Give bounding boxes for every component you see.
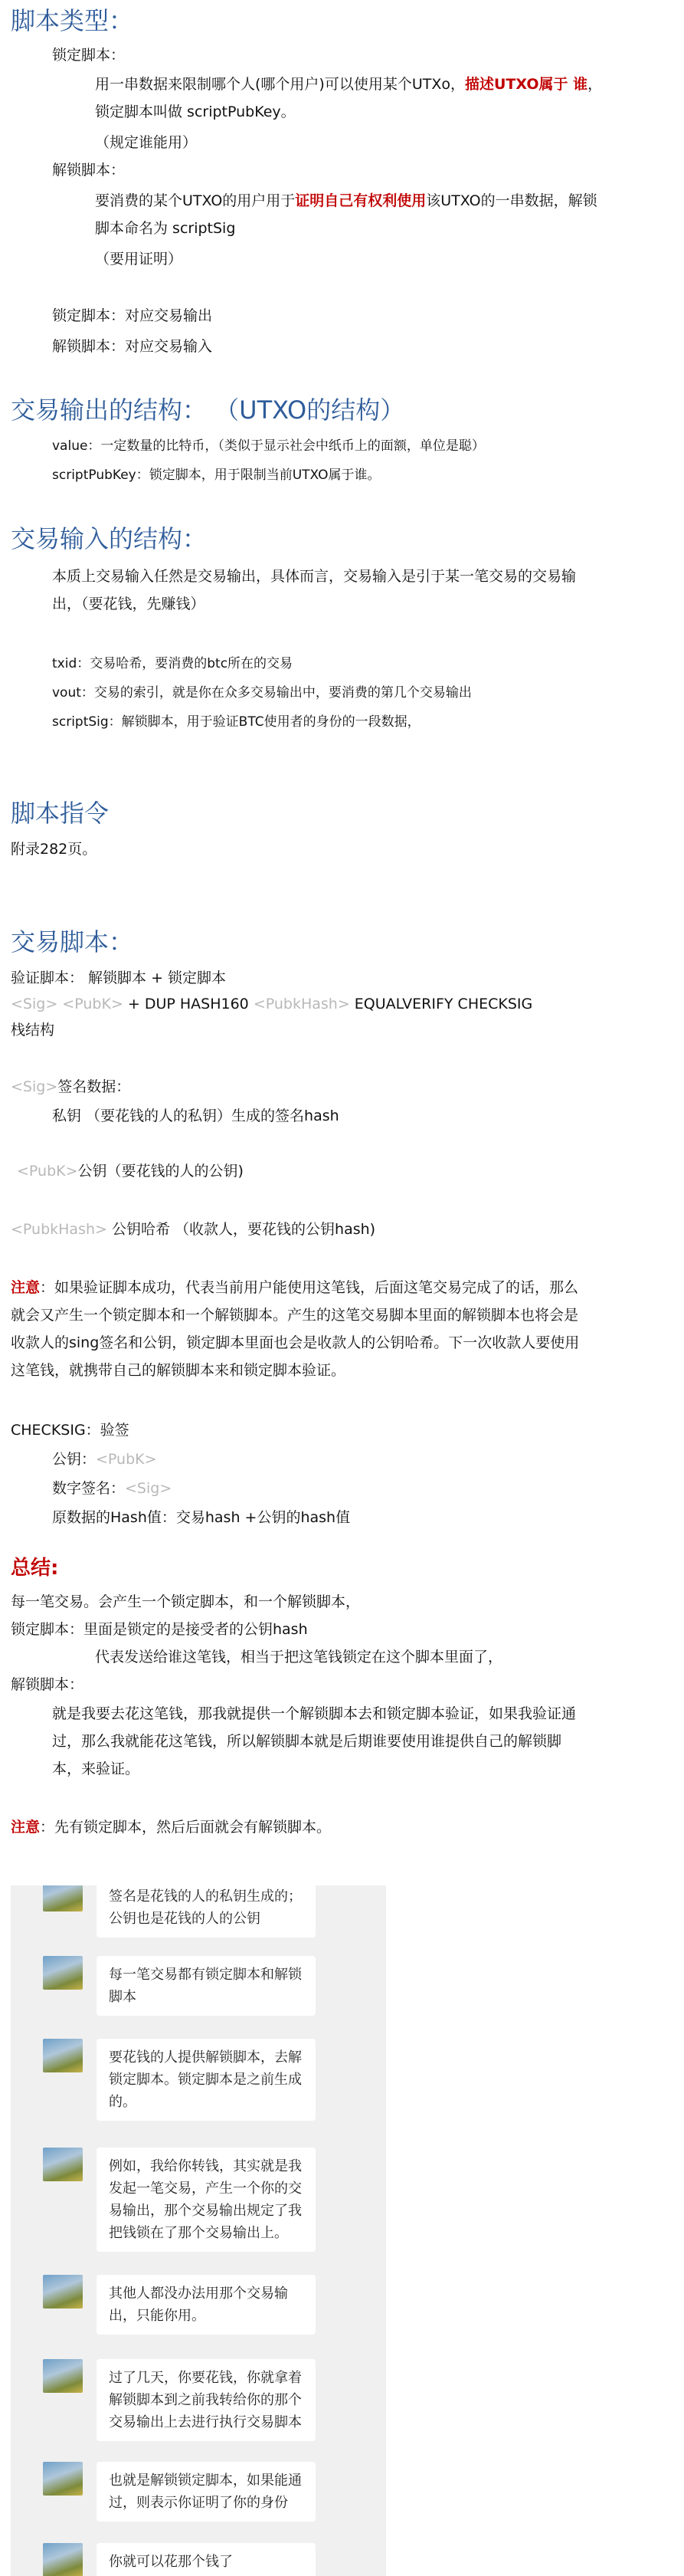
- sig-data-title: <Sig>签名数据：: [11, 1078, 131, 1095]
- unlocking-script-name: 脚本命名为 scriptSig: [95, 220, 236, 237]
- pubk-line: <PubK>公钥（要花钱的人的公钥): [17, 1163, 244, 1180]
- output-pubkey-line: scriptPubKey：锁定脚本，用于限制当前UTXO属于谁。: [52, 468, 381, 483]
- chat-bubble: 其他人都没办法用那个交易输出，只能你用。: [97, 2275, 316, 2335]
- chat-bubble: 过了几天，你要花钱，你就拿着解锁脚本到之前我转给你的那个交易输出上去进行执行交易脚本: [97, 2359, 316, 2441]
- note-line-4: 这笔钱，就携带自己的解锁脚本来和锁定脚本验证。: [11, 1362, 346, 1379]
- avatar: [43, 2543, 83, 2576]
- checksig-label: CHECKSIG：验签: [11, 1422, 129, 1439]
- avatar: [43, 1885, 83, 1911]
- unlocking-script-desc: 要消费的某个UTXO的用户用于证明自己有权利使用该UTXO的一串数据，解锁: [95, 192, 597, 209]
- section-output-structure-title: 交易输出的结构： （UTXO的结构）: [11, 395, 405, 425]
- verify-script-formula: <Sig> <PubK> + DUP HASH160 <PubkHash> EQUALVERIFY CHECKSIG: [11, 996, 533, 1012]
- chat-bubble: 每一笔交易都有锁定脚本和解锁脚本: [97, 1956, 316, 2016]
- summary-line-4: 解锁脚本：: [11, 1676, 84, 1693]
- summary-line-2: 锁定脚本：里面是锁定的是接受者的公钥hash: [11, 1621, 308, 1638]
- summary-line-7: 本，来验证。: [52, 1761, 140, 1777]
- section-script-ops-title: 脚本指令: [11, 799, 110, 828]
- section-script-types-title: 脚本类型：: [11, 6, 134, 35]
- avatar: [43, 2148, 83, 2181]
- avatar: [43, 2462, 83, 2496]
- summary-line-1: 每一笔交易。会产生一个锁定脚本，和一个解锁脚本，: [11, 1593, 361, 1610]
- note-line-1: 注意：如果验证脚本成功，代表当前用户能使用这笔钱，后面这笔交易完成了的话，那么: [11, 1279, 579, 1296]
- input-para-line1: 本质上交易输入任然是交易输出，具体而言，交易输入是引于某一笔交易的交易输: [52, 568, 577, 585]
- avatar: [43, 2275, 83, 2309]
- chat-bubble: 要花钱的人提供解锁脚本，去解锁定脚本。锁定脚本是之前生成的。: [97, 2039, 316, 2121]
- unlocking-script-note: （要用证明）: [95, 251, 183, 267]
- input-txid-line: txid：交易哈希，要消费的btc所在的交易: [52, 656, 293, 671]
- unlocking-script-label: 解锁脚本：: [52, 162, 126, 179]
- checksig-sig: 数字签名：<Sig>: [52, 1480, 172, 1497]
- input-para-line2: 出，（要花钱，先赚钱）: [52, 596, 205, 612]
- verify-script-label: 验证脚本： 解锁脚本 + 锁定脚本: [11, 970, 227, 986]
- placeholder-sig: <Sig>: [11, 996, 58, 1012]
- chat-bubble: 也就是解锁锁定脚本，如果能通过，则表示你证明了你的身份: [97, 2462, 316, 2522]
- note-line-2: 就会又产生一个锁定脚本和一个解锁脚本。产生的这笔交易脚本里面的解锁脚本也将会是: [11, 1307, 579, 1324]
- avatar: [43, 2359, 83, 2393]
- chat-bubble: 例如，我给你转钱，其实就是我发起一笔交易，产生一个你的交易输出，那个交易输出规定了我把钱锁在了那个交易输出上。: [97, 2148, 316, 2252]
- summary-note: 注意：先有锁定脚本，然后后面就会有解锁脚本。: [11, 1819, 332, 1836]
- avatar: [43, 2039, 83, 2072]
- stack-structure-label: 栈结构: [11, 1022, 55, 1039]
- summary-title: 总结:: [11, 1557, 59, 1580]
- chat-bubble: 你就可以花那个钱了: [97, 2543, 316, 2576]
- locking-script-label: 锁定脚本：: [52, 47, 126, 64]
- placeholder-pubkhash: <PubkHash>: [253, 996, 350, 1012]
- section-tx-script-title: 交易脚本：: [11, 927, 134, 957]
- map-locking-output: 锁定脚本：对应交易输出: [52, 307, 213, 324]
- section-input-structure-title: 交易输入的结构：: [11, 524, 208, 553]
- note-line-3: 收款人的sing签名和公钥，锁定脚本里面也会是收款人的公钥哈希。下一次收款人要使用: [11, 1334, 580, 1351]
- locking-script-emphasis: 描述UTXO属于 谁: [464, 76, 588, 93]
- summary-line-3: 代表发送给谁这笔钱，相当于把这笔钱锁定在这个脚本里面了，: [95, 1649, 503, 1665]
- appendix-reference: 附录282页。: [11, 841, 97, 858]
- input-vout-line: vout：交易的索引，就是你在众多交易输出中，要消费的第几个交易输出: [52, 685, 472, 701]
- checksig-hash: 原数据的Hash值：交易hash +公钥的hash值: [52, 1509, 351, 1526]
- map-unlocking-input: 解锁脚本：对应交易输入: [52, 338, 213, 355]
- output-value-line: value：一定数量的比特币，（类似于显示社会中纸币上的面额，单位是聪）: [52, 438, 485, 454]
- input-scriptsig-line: scriptSig：解锁脚本，用于验证BTC使用者的身份的一段数据，: [52, 714, 421, 730]
- summary-line-5: 就是我要去花这笔钱，那我就提供一个解锁脚本去和锁定脚本验证，如果我验证通: [52, 1705, 577, 1722]
- placeholder-pubk: <PubK>: [62, 996, 123, 1012]
- summary-line-6: 过，那么我就能花这笔钱，所以解锁脚本就是后期谁要使用谁提供自己的解锁脚: [52, 1733, 562, 1750]
- avatar: [43, 1956, 83, 1990]
- note-label: 注意: [11, 1279, 41, 1296]
- sig-data-desc: 私钥 （要花钱的人的私钥）生成的签名hash: [52, 1108, 339, 1124]
- checksig-pubk: 公钥：<PubK>: [52, 1451, 157, 1468]
- chat-bubble: 签名是花钱的人的私钥生成的；公钥也是花钱的人的公钥: [97, 1885, 316, 1938]
- locking-script-desc: 用一串数据来限制哪个人(哪个用户)可以使用某个UTXo，描述UTXO属于 谁，: [95, 76, 603, 93]
- locking-script-note: （规定谁能用）: [95, 134, 198, 151]
- pubkhash-line: <PubkHash> 公钥哈希 （收款人，要花钱的公钥hash): [11, 1221, 376, 1238]
- locking-script-name: 锁定脚本叫做 scriptPubKey。: [95, 103, 296, 120]
- chat-screenshot: [11, 1885, 386, 2576]
- unlocking-script-emphasis: 证明自己有权利使用: [295, 192, 427, 209]
